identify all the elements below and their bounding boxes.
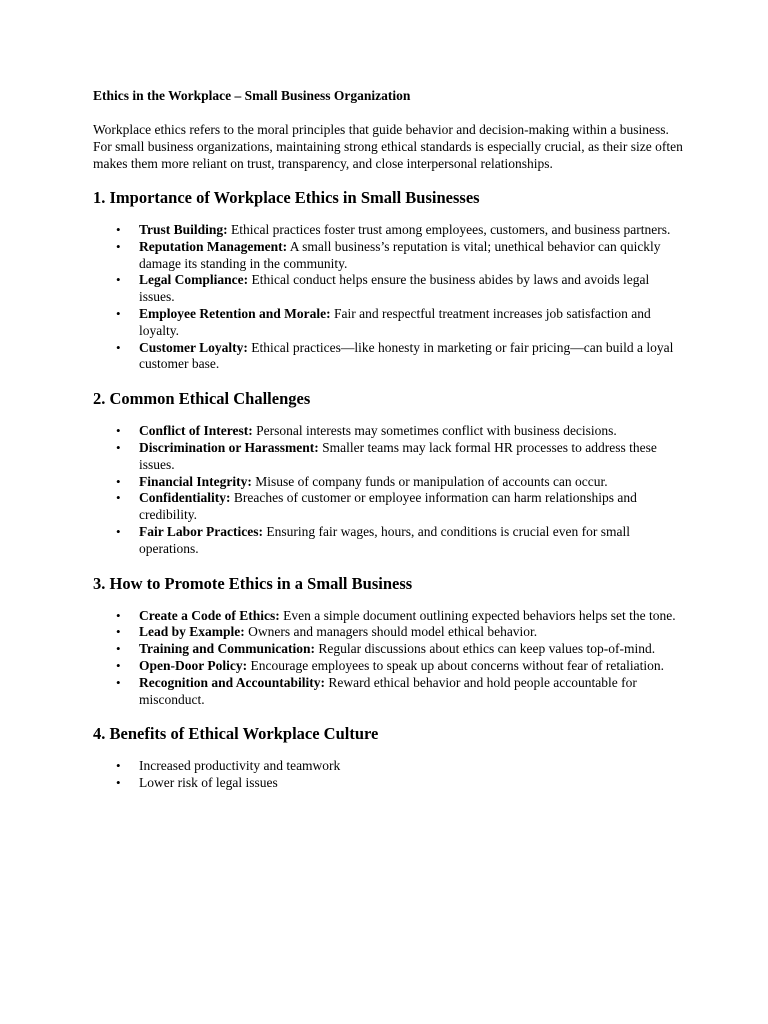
list-item [116,641,683,658]
item-text: Fair and respectful treatment increases job satisfaction and loyalty. [139,305,651,338]
item-text: Lower risk of legal issues [139,775,278,791]
item-text: Even a simple document outlining expected behaviors helps set the tone. [279,607,676,623]
item-term: Open-Door Policy: [139,657,248,673]
bullet-icon: • [116,439,121,455]
bullet-list [93,608,683,709]
item-term: Discrimination or Harassment: [139,439,319,455]
bullet-icon: • [116,641,121,657]
bullet-icon: • [116,238,121,254]
list-item [116,423,683,440]
document-title: Ethics in the Workplace – Small Business Organization [93,88,411,103]
list-item [116,674,683,709]
item-text: Ethical practices—like honesty in marketing or fair pricing—can build a loyal customer base. [139,339,674,372]
list-item [116,523,683,558]
list-item [116,758,683,775]
item-term: Training and Communication: [139,641,316,657]
item-text: Breaches of customer or employee information can harm relationships and credibility. [139,490,637,523]
bullet-icon: • [116,523,121,539]
list-item [116,473,683,491]
list-item [116,305,683,340]
item-text: Misuse of company funds or manipulation of accounts can occur. [251,473,608,489]
item-term: Trust Building: [139,222,228,237]
list-item [116,490,683,524]
item-text: Ethical conduct helps ensure the business abides by laws and avoids legal issues. [139,272,650,305]
section-heading: 2. Common Ethical Challenges [93,389,311,409]
item-term: Legal Compliance: [139,272,249,288]
list-item [116,439,683,474]
bullet-icon: • [116,490,121,506]
section-importance [93,188,683,373]
bullet-icon: • [116,624,121,640]
bullet-list [93,423,683,557]
bullet-icon: • [116,339,121,355]
item-text: Smaller teams may lack formal HR processes to address these issues. [139,439,657,472]
bullet-list [93,758,683,792]
item-text: Ethical practices foster trust among employees, customers, and business partners. [227,222,671,237]
intro-paragraph: Workplace ethics refers to the moral principles that guide behavior and decision-making within a business. For small business organizations, maintaining strong ethical standards is especially crucial, as their size often makes them more reliant on trust, transparency, and close interpersonal relationships. [93,122,683,171]
item-term: Financial Integrity: [139,473,252,489]
item-term: Employee Retention and Morale: [139,305,331,321]
list-item [116,657,683,675]
item-text: Owners and managers should model ethical behavior. [244,624,538,640]
list-item [116,272,683,306]
item-term: Lead by Example: [139,624,245,640]
bullet-icon: • [116,775,121,791]
item-text: A small business’s reputation is vital; unethical behavior can quickly damage its standing in the community. [139,238,661,271]
section-heading: 1. Importance of Workplace Ethics in Small Businesses [93,188,480,207]
item-text: Encourage employees to speak up about concerns without fear of retaliation. [247,657,664,673]
list-item [116,339,683,374]
item-term: Recognition and Accountability: [139,674,326,690]
item-term: Create a Code of Ethics: [139,607,280,623]
bullet-icon: • [116,305,121,321]
item-term: Fair Labor Practices: [139,523,263,539]
list-item [116,607,683,625]
item-text: Reward ethical behavior and hold people accountable for misconduct. [139,674,637,707]
list-item [116,775,683,792]
item-term: Customer Loyalty: [139,339,248,355]
item-term: Conflict of Interest: [139,423,253,439]
list-item [116,624,683,641]
bullet-icon: • [116,222,121,237]
bullet-icon: • [116,272,121,288]
document-body [93,87,683,792]
list-item [116,222,683,239]
item-text: Personal interests may sometimes conflict with business decisions. [252,423,617,439]
bullet-icon: • [116,423,121,439]
bullet-icon: • [116,607,121,623]
item-text: Increased productivity and teamwork [139,758,341,774]
bullet-icon: • [116,473,121,489]
section-challenges [93,389,683,557]
section-heading: 3. How to Promote Ethics in a Small Business [93,573,413,593]
bullet-icon: • [116,674,121,690]
item-term: Confidentiality: [139,490,231,506]
item-text: Regular discussions about ethics can keep values top-of-mind. [315,641,656,657]
item-term: Reputation Management: [139,238,288,254]
section-benefits [93,724,683,792]
section-heading: 4. Benefits of Ethical Workplace Culture [93,724,379,744]
bullet-list [93,222,683,373]
bullet-icon: • [116,758,121,774]
section-promote [93,574,683,709]
list-item [116,238,683,273]
item-text: Ensuring fair wages, hours, and conditions is crucial even for small operations. [139,523,630,556]
bullet-icon: • [116,657,121,673]
